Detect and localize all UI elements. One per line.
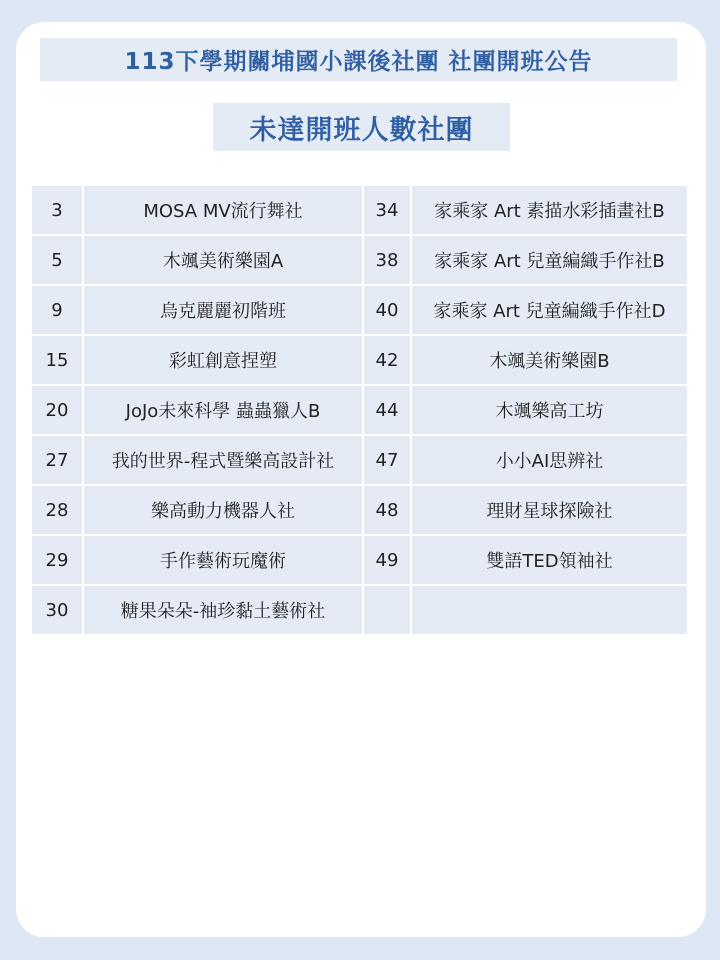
club-number: 40 [363,285,411,335]
club-name: 理財星球探險社 [411,485,688,535]
club-number: 9 [31,285,83,335]
club-number: 28 [31,485,83,535]
table-row [31,535,688,585]
page-title [40,38,677,81]
club-name: 木颯美術樂園B [411,335,688,385]
table-row [31,385,688,435]
club-number: 47 [363,435,411,485]
club-name: 家乘家 Art 素描水彩插畫社B [411,185,688,235]
club-number: 38 [363,235,411,285]
club-number: 3 [31,185,83,235]
club-name: 彩虹創意捏塑 [83,335,363,385]
table-row [31,485,688,535]
club-name: MOSA MV流行舞社 [83,185,363,235]
club-number: 44 [363,385,411,435]
section-heading [213,103,510,151]
club-name [411,585,688,635]
club-number: 15 [31,335,83,385]
table-row [31,335,688,385]
table-row [31,435,688,485]
club-name: 小小AI思辨社 [411,435,688,485]
club-name: 木颯美術樂園A [83,235,363,285]
club-name: 手作藝術玩魔術 [83,535,363,585]
page-title-text: 113下學期關埔國小課後社團 社團開班公告 [124,49,593,75]
table-row [31,235,688,285]
club-number [363,585,411,635]
club-number: 20 [31,385,83,435]
club-number: 29 [31,535,83,585]
club-number: 27 [31,435,83,485]
club-name: JoJo未來科學 蟲蟲獵人B [83,385,363,435]
section-heading-text: 未達開班人數社團 [249,114,474,146]
club-number: 49 [363,535,411,585]
club-number: 30 [31,585,83,635]
club-number: 34 [363,185,411,235]
club-name: 糖果朵朵-袖珍黏土藝術社 [83,585,363,635]
club-name: 樂高動力機器人社 [83,485,363,535]
table-row [31,185,688,235]
clubs-table [30,184,689,636]
club-number: 48 [363,485,411,535]
table-row [31,285,688,335]
club-name: 木颯樂高工坊 [411,385,688,435]
club-name: 家乘家 Art 兒童編織手作社D [411,285,688,335]
club-name: 我的世界-程式暨樂高設計社 [83,435,363,485]
club-number: 5 [31,235,83,285]
club-name: 烏克麗麗初階班 [83,285,363,335]
club-name: 家乘家 Art 兒童編織手作社B [411,235,688,285]
table-row [31,585,688,635]
club-number: 42 [363,335,411,385]
club-name: 雙語TED領袖社 [411,535,688,585]
